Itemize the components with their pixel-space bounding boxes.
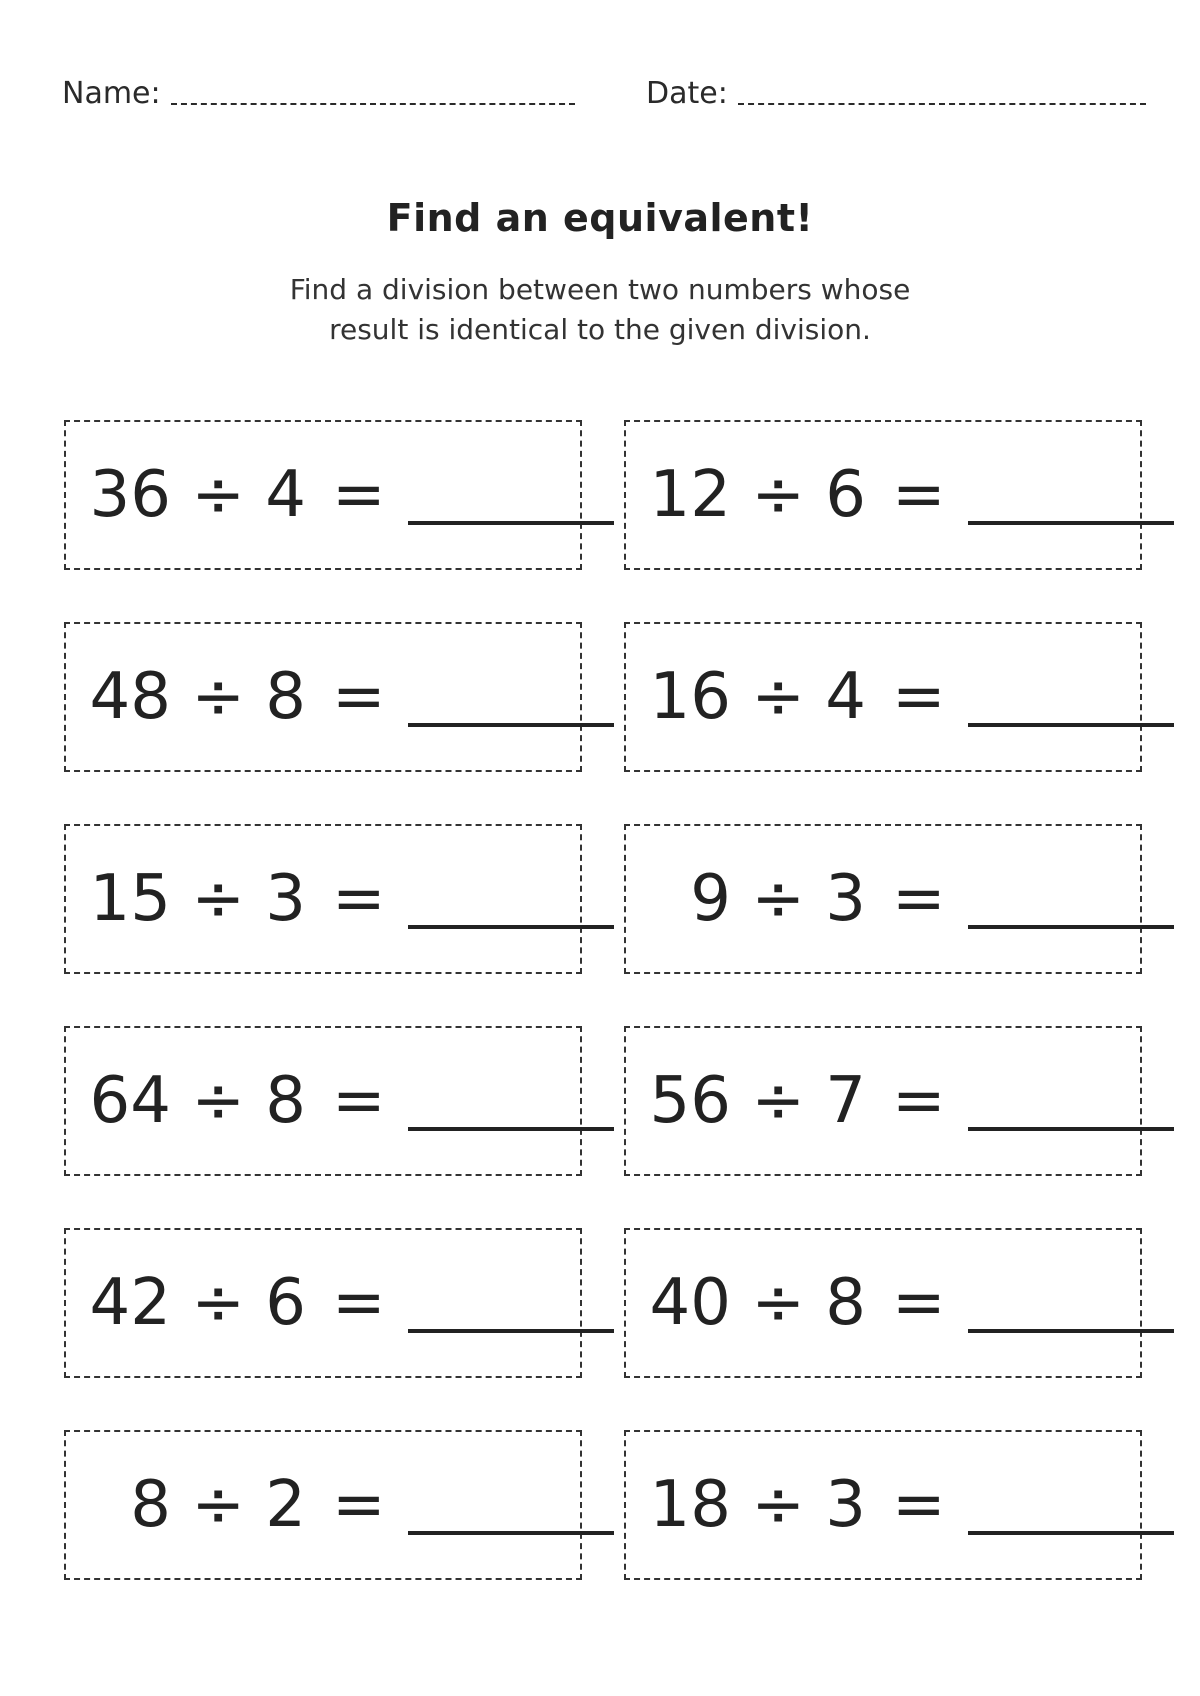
problem [84, 1064, 614, 1138]
equals-sign: = [332, 660, 386, 734]
problem-expression: 42 ÷ 6 [89, 1266, 306, 1340]
problem [644, 1266, 1174, 1340]
problem-expression: 40 ÷ 8 [649, 1266, 866, 1340]
problem-box [64, 1026, 582, 1176]
problem-expression: 9 ÷ 3 [690, 862, 866, 936]
answer-line[interactable] [408, 925, 614, 929]
equals-sign: = [892, 1468, 946, 1542]
answer-line[interactable] [968, 1127, 1174, 1131]
problem-box [624, 1430, 1142, 1580]
problem-box [64, 622, 582, 772]
problem-box [624, 1026, 1142, 1176]
problem-box [64, 824, 582, 974]
problem-expression: 48 ÷ 8 [89, 660, 306, 734]
problem-box [624, 1228, 1142, 1378]
equals-sign: = [892, 1266, 946, 1340]
equals-sign: = [332, 1266, 386, 1340]
date-label: Date: [646, 76, 728, 111]
equals-sign: = [892, 458, 946, 532]
problem-box [64, 420, 582, 570]
answer-line[interactable] [968, 723, 1174, 727]
answer-line[interactable] [968, 1329, 1174, 1333]
problem-expression: 8 ÷ 2 [130, 1468, 306, 1542]
equals-sign: = [892, 862, 946, 936]
equals-sign: = [332, 1468, 386, 1542]
problem-expression: 12 ÷ 6 [649, 458, 866, 532]
problem [84, 862, 614, 936]
answer-line[interactable] [408, 1127, 614, 1131]
problem-box [64, 1228, 582, 1378]
problem-box [624, 622, 1142, 772]
problem [644, 862, 1174, 936]
answer-line[interactable] [968, 925, 1174, 929]
worksheet-title: Find an equivalent! [386, 196, 814, 240]
answer-line[interactable] [968, 1531, 1174, 1535]
equals-sign: = [892, 660, 946, 734]
problem-box [64, 1430, 582, 1580]
equals-sign: = [332, 862, 386, 936]
problem-box [624, 420, 1142, 570]
answer-line[interactable] [408, 521, 614, 525]
name-label: Name: [62, 76, 161, 111]
problem [84, 1468, 614, 1542]
equals-sign: = [332, 1064, 386, 1138]
problem [84, 660, 614, 734]
problem-expression: 36 ÷ 4 [89, 458, 306, 532]
problem-expression: 16 ÷ 4 [649, 660, 866, 734]
problem [644, 660, 1174, 734]
problem [644, 1468, 1174, 1542]
problem [84, 1266, 614, 1340]
equals-sign: = [892, 1064, 946, 1138]
answer-line[interactable] [968, 521, 1174, 525]
equals-sign: = [332, 458, 386, 532]
problem-expression: 64 ÷ 8 [89, 1064, 306, 1138]
answer-line[interactable] [408, 1531, 614, 1535]
problem-expression: 18 ÷ 3 [649, 1468, 866, 1542]
problem-expression: 56 ÷ 7 [649, 1064, 866, 1138]
problem [644, 1064, 1174, 1138]
problem-expression: 15 ÷ 3 [89, 862, 306, 936]
problem-box [624, 824, 1142, 974]
answer-line[interactable] [408, 723, 614, 727]
problem [84, 458, 614, 532]
problem [644, 458, 1174, 532]
worksheet-instructions: Find a division between two numbers whose result is identical to the given division. [289, 273, 911, 346]
answer-line[interactable] [408, 1329, 614, 1333]
